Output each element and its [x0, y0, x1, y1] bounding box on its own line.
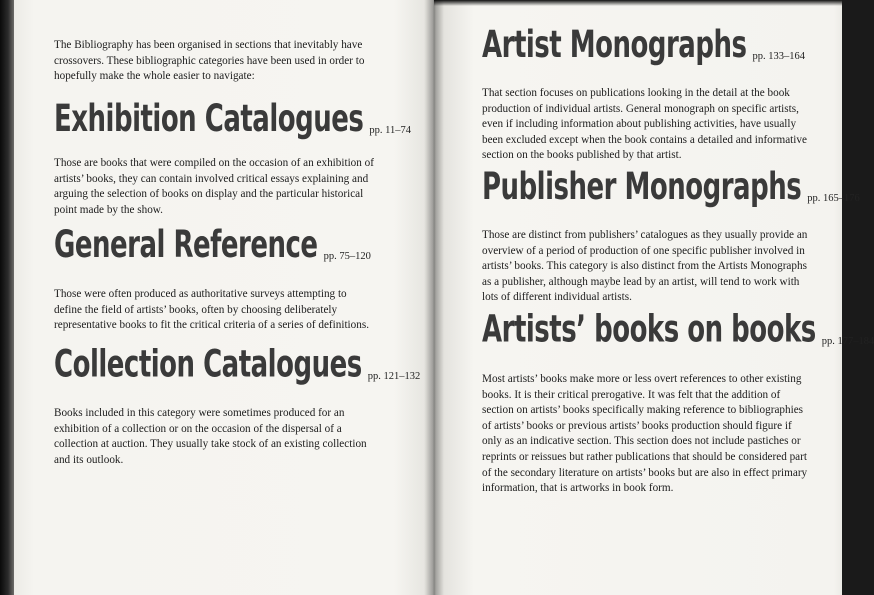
- section-text-collection-catalogues: Books included in this category were sometimes produced for an exhibition of a collection or on the occasion of the dispersal of a collection at auction. They usually take stock of an existing collection and its outlook.: [54, 407, 367, 466]
- section-pages: pp. 11–74: [369, 125, 411, 136]
- section-title: General Reference: [54, 223, 318, 267]
- section-heading-exhibition-catalogues: [54, 97, 411, 141]
- section-pages: pp. 121–132: [367, 371, 421, 382]
- section-title: Collection Catalogues: [54, 343, 362, 387]
- book-edge: [0, 0, 14, 595]
- top-shadow: [434, 0, 842, 6]
- intro-paragraph: The Bibliography has been organised in sections that inevitably have crossovers. These bibliographic categories have been used in order to hopefully make the whole easier to navigate:: [54, 39, 365, 83]
- section-heading-publisher-monographs: [482, 165, 860, 209]
- section-title: Publisher Monographs: [482, 165, 802, 209]
- section-heading-collection-catalogues: [54, 343, 421, 387]
- section-text-exhibition-catalogues: Those are books that were compiled on the occasion of an exhibition of artists’ books, they can contain involved critical essays explaining and arguing the selection of books on display and the particular historical point made by the show.: [54, 157, 374, 216]
- section-heading-general-reference: [54, 223, 371, 267]
- section-text-general-reference: Those were often produced as authoritative surveys attempting to define the field of artists’ books, often by choosing deliberately representative books to fit the critical criteria of a series of definitions.: [54, 288, 369, 332]
- section-pages: pp. 165–176: [807, 193, 860, 204]
- section-pages: pp. 133–164: [752, 51, 805, 62]
- section-title: Exhibition Catalogues: [54, 97, 364, 141]
- section-pages: pp. 75–120: [323, 251, 371, 262]
- section-pages: pp. 177–184: [821, 336, 874, 347]
- section-heading-artists-books-on-books: [482, 308, 874, 352]
- section-text-artists-books-on-books: Most artists’ books make more or less overt references to other existing books. It is their critical prerogative. It was felt that the addition of section on artists’ books specifically making reference to bibliographies of artists’ books or previous artists’ books production should figure if only as an indicative section. This section does not include pastiches or reprints or reissues but rather publications that should be considered part of the secondary literature on artists’ books but are also in effect primary information, that is artworks in book form.: [482, 373, 808, 495]
- section-text-artist-monographs: That section focuses on publications looking in the detail at the book production of individual artists. General monograph on specific artists, even if including information about publishing activities, have usually been excluded except when the book contains a detailed and informative section on the books published by that artist.: [482, 87, 807, 162]
- section-title: Artist Monographs: [482, 23, 747, 67]
- section-heading-artist-monographs: [482, 23, 805, 67]
- section-title: Artists’ books on books: [482, 308, 816, 352]
- section-text-publisher-monographs: Those are distinct from publishers’ catalogues as they usually provide an overview of a period of production of one specific publisher involved in artists’ books. This category is also distinct from the Artists Monographs as a publisher, although maybe lead by an artist, will tend to work with lots of different individual artists.: [482, 229, 808, 304]
- book-gutter: [424, 0, 444, 595]
